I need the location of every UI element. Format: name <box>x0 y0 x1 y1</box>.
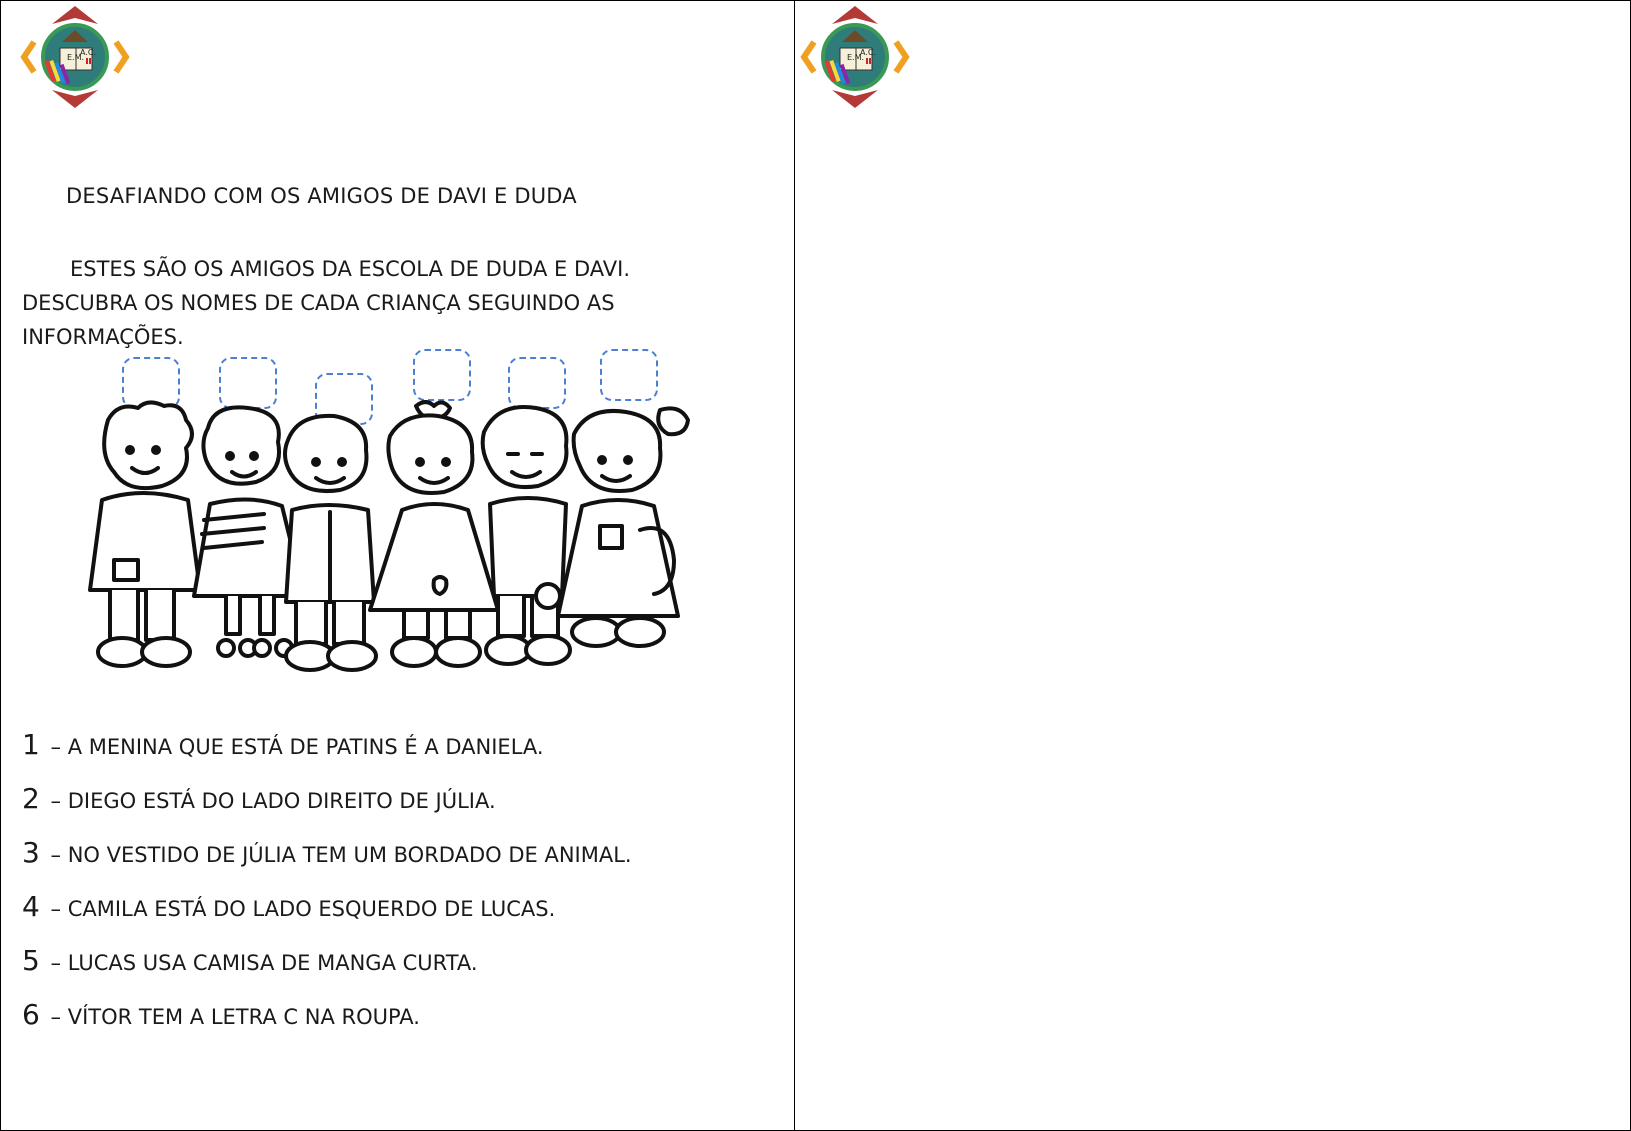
child-3-figure <box>285 416 376 670</box>
children-illustration <box>80 400 720 700</box>
clue-number: 4 <box>22 890 40 923</box>
child-4-figure <box>370 402 498 666</box>
clue-number: 6 <box>22 998 40 1031</box>
clue-item-6 <box>22 998 420 1031</box>
child-5-figure <box>483 407 570 664</box>
clue-text: DIEGO ESTÁ DO LADO DIREITO DE JÚLIA. <box>67 789 496 813</box>
logo-text-left: E.M. <box>847 53 865 62</box>
clue-text: VÍTOR TEM A LETRA C NA ROUPA. <box>67 1005 420 1029</box>
clue-dash: – <box>50 789 62 813</box>
clue-text: CAMILA ESTÁ DO LADO ESQUERDO DE LUCAS. <box>67 897 556 921</box>
clue-dash: – <box>50 843 62 867</box>
clue-dash: – <box>50 735 62 759</box>
logo-text-left: E.M. <box>67 53 85 62</box>
clue-text: NO VESTIDO DE JÚLIA TEM UM BORDADO DE ANIMAL. <box>67 843 632 867</box>
clue-dash: – <box>50 897 62 921</box>
child-1-figure <box>90 402 200 666</box>
clue-number: 3 <box>22 836 40 869</box>
clue-item-5 <box>22 944 478 977</box>
column-divider <box>794 0 795 1131</box>
clue-item-3 <box>22 836 632 869</box>
activity-title: DESAFIANDO COM OS AMIGOS DE DAVI E DUDA <box>66 184 577 208</box>
clue-item-1 <box>22 728 544 761</box>
clue-number: 2 <box>22 782 40 815</box>
school-logo-right <box>800 2 910 112</box>
instructions-line-3: INFORMAÇÕES. <box>22 325 184 349</box>
child-6-figure <box>558 408 688 646</box>
clue-text: A MENINA QUE ESTÁ DE PATINS É A DANIELA. <box>67 735 544 759</box>
clue-number: 5 <box>22 944 40 977</box>
instructions-line-1: ESTES SÃO OS AMIGOS DA ESCOLA DE DUDA E DAVI. <box>70 257 630 281</box>
clue-item-2 <box>22 782 496 815</box>
school-logo-left <box>20 2 130 112</box>
name-answer-box-6[interactable] <box>600 349 658 401</box>
clue-dash: – <box>50 1005 62 1029</box>
clue-item-4 <box>22 890 555 923</box>
clue-number: 1 <box>22 728 40 761</box>
instructions-line-2: DESCUBRA OS NOMES DE CADA CRIANÇA SEGUINDO AS <box>22 291 615 315</box>
clue-text: LUCAS USA CAMISA DE MANGA CURTA. <box>67 951 478 975</box>
activity-instructions <box>22 252 722 354</box>
clue-dash: – <box>50 951 62 975</box>
name-answer-box-4[interactable] <box>413 349 471 401</box>
logo-text-right: A.C. <box>80 48 97 57</box>
logo-text-right: A.C. <box>860 48 877 57</box>
